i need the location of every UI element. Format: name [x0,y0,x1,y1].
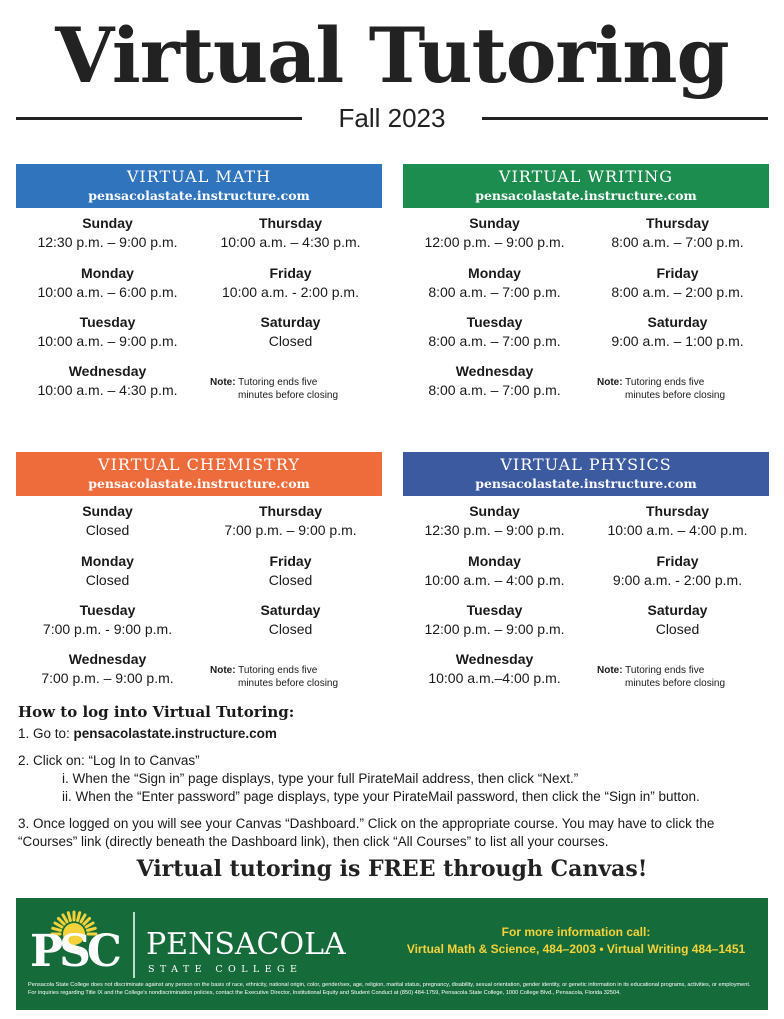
day-name: Tuesday [79,314,136,330]
note-line-2: minutes before closing [238,390,339,401]
schedule-day [403,264,586,301]
logo-letters: PSC [30,926,118,977]
day-name: Sunday [469,215,520,231]
panel-title: VIRTUAL MATH [126,167,272,186]
panel-url: pensacolastate.instructure.com [475,188,697,203]
day-hours: 10:00 a.m. – 4:00 p.m. [607,522,748,538]
step-1 [18,725,770,743]
schedule-day [586,502,769,539]
day-name: Friday [269,265,312,281]
day-hours: 10:00 a.m. – 4:30 p.m. [220,234,361,250]
schedule-day [16,362,199,399]
note-line-1: Tutoring ends five [238,665,318,676]
note-line-2: minutes before closing [238,678,339,689]
schedule-day [199,264,382,301]
day-hours: 10:00 a.m.–4:00 p.m. [428,670,561,686]
schedule-day [586,214,769,251]
day-hours: 8:00 a.m. – 7:00 p.m. [428,333,561,349]
step-2-ii: ii. When the “Enter password” page displays, type your PirateMail password, then click the “Sign in” button. [62,789,700,804]
free-banner: Virtual tutoring is FREE through Canvas! [136,856,648,882]
day-hours: 9:00 a.m. – 1:00 p.m. [611,333,744,349]
panel-virtual-chemistry [16,452,382,692]
logo-subtitle: STATE COLLEGE [148,964,303,975]
term-row [16,100,768,136]
nondiscrimination-disclaimer: Pensacola State College does not discriminate against any person on the basis of race, ethnicity, national origin, color, gender/sex, age, religion, marital status, pregnancy, disability, sexual orientation, gender identity, or genetic information in its educational programs, activities, or employment. For inquiries regarding Title IX and the College's nondiscrimination policies, contact the Executive Director, Institutional Equity and Student Conduct at (850) 484-1759, Pensacola State College, 1000 College Blvd., Pensacola, Florida 32504. [28,982,751,996]
day-hours: 10:00 a.m. – 4:30 p.m. [37,382,178,398]
day-hours: 9:00 a.m. - 2:00 p.m. [612,572,743,588]
panel-url: pensacolastate.instructure.com [88,188,310,203]
day-name: Thursday [258,503,322,519]
schedule-day [16,214,199,251]
step-3: 3. Once logged on you will see your Canvas “Dashboard.” Click on the appropriate course. You may have to click the “Courses” link (directly beneath the Dashboard link), then click “All Courses” to list all your courses. [18,816,715,849]
schedule-day [16,552,199,589]
panel-url: pensacolastate.instructure.com [88,476,310,491]
schedule-day [199,214,382,251]
note-line-2: minutes before closing [625,390,726,401]
day-name: Monday [81,265,134,281]
schedule-day [199,502,382,539]
day-name: Tuesday [466,314,523,330]
panel-virtual-writing [403,164,769,404]
day-hours: Closed [268,572,313,588]
day-name: Monday [81,553,134,569]
day-hours: 8:00 a.m. – 2:00 p.m. [611,284,744,300]
day-hours: Closed [85,572,130,588]
day-hours: Closed [268,621,313,637]
step-2: 2. Click on: “Log In to Canvas” [18,753,200,768]
day-hours: 12:30 p.m. – 9:00 p.m. [37,234,178,250]
note-label: Note: [597,377,623,388]
panel-header [403,164,769,208]
day-name: Saturday [647,314,708,330]
day-name: Sunday [469,503,520,519]
panel-header [16,164,382,208]
panel-title: VIRTUAL WRITING [498,167,674,186]
contact-title: For more information call: [501,925,651,939]
day-name: Wednesday [68,651,147,667]
day-hours: 12:00 p.m. – 9:00 p.m. [424,234,565,250]
page-title: Virtual Tutoring [55,11,729,100]
psc-logo [26,904,356,982]
day-name: Sunday [82,503,133,519]
day-name: Thursday [645,503,709,519]
day-name: Friday [269,553,312,569]
schedule-day [403,214,586,251]
step-2-i: i. When the “Sign in” page displays, type your full PirateMail address, then click “Next.” [62,771,579,786]
contact-phones: Virtual Math & Science, 484–2003 • Virtual Writing 484–1451 [406,942,746,956]
panel-title: VIRTUAL PHYSICS [500,455,672,474]
schedule-day [199,601,382,638]
day-hours: 8:00 a.m. – 7:00 p.m. [428,382,561,398]
schedule-day [586,552,769,589]
schedule-day [16,313,199,350]
day-name: Monday [468,553,521,569]
panel-url: pensacolastate.instructure.com [475,476,697,491]
schedule-day [16,264,199,301]
term-label: Fall 2023 [338,103,446,133]
day-hours: 8:00 a.m. – 7:00 p.m. [428,284,561,300]
schedule-day [403,650,586,687]
schedule-day [16,601,199,638]
day-name: Thursday [645,215,709,231]
schedule-day [16,650,199,687]
day-hours: 10:00 a.m. – 6:00 p.m. [37,284,178,300]
day-name: Wednesday [455,363,534,379]
day-hours: Closed [268,333,313,349]
logo-name: PENSACOLA [146,927,346,962]
day-name: Monday [468,265,521,281]
day-name: Friday [656,265,699,281]
day-hours: 7:00 p.m. - 9:00 p.m. [42,621,173,637]
day-name: Saturday [260,314,321,330]
schedule-day [199,313,382,350]
schedule-day [586,601,769,638]
panel-header [16,452,382,496]
footer [16,898,768,1010]
panel-title: VIRTUAL CHEMISTRY [98,455,300,474]
note-label: Note: [597,665,623,676]
psc-logo-graphic [26,904,356,982]
schedule-day [403,552,586,589]
day-name: Wednesday [455,651,534,667]
note-line-1: Tutoring ends five [238,377,318,388]
schedule-day [199,552,382,589]
schedule-day [403,362,586,399]
panel-virtual-physics [403,452,769,692]
note-label: Note: [210,377,236,388]
closing-note [597,664,725,690]
term-divider-right [482,117,768,120]
schedule-day [586,313,769,350]
note-line-2: minutes before closing [625,678,726,689]
day-name: Friday [656,553,699,569]
day-name: Thursday [258,215,322,231]
step-1-prefix: 1. Go to: [18,726,74,741]
day-hours: Closed [655,621,700,637]
contact-info [388,924,764,958]
day-hours: 12:30 p.m. – 9:00 p.m. [424,522,565,538]
day-hours: 12:00 p.m. – 9:00 p.m. [424,621,565,637]
day-hours: 7:00 p.m. – 9:00 p.m. [224,522,357,538]
panel-header [403,452,769,496]
login-instructions [18,702,770,851]
schedule-day [16,502,199,539]
day-name: Tuesday [79,602,136,618]
day-hours: 7:00 p.m. – 9:00 p.m. [41,670,174,686]
day-name: Tuesday [466,602,523,618]
day-hours: 10:00 a.m. – 4:00 p.m. [424,572,565,588]
day-hours: 10:00 a.m. – 9:00 p.m. [37,333,178,349]
day-name: Saturday [647,602,708,618]
schedule-day [403,502,586,539]
note-line-1: Tutoring ends five [625,665,705,676]
step-1-url: pensacolastate.instructure.com [73,726,277,741]
day-hours: 10:00 a.m. - 2:00 p.m. [222,284,359,300]
note-label: Note: [210,665,236,676]
instructions-title: How to log into Virtual Tutoring: [18,703,295,721]
schedule-day [403,601,586,638]
panel-virtual-math [16,164,382,404]
closing-note [210,376,338,402]
closing-note [210,664,338,690]
note-line-1: Tutoring ends five [625,377,705,388]
day-hours: 8:00 a.m. – 7:00 p.m. [611,234,744,250]
closing-note [597,376,725,402]
schedule-day [586,264,769,301]
day-name: Sunday [82,215,133,231]
schedule-day [403,313,586,350]
day-hours: Closed [85,522,130,538]
day-name: Saturday [260,602,321,618]
day-name: Wednesday [68,363,147,379]
